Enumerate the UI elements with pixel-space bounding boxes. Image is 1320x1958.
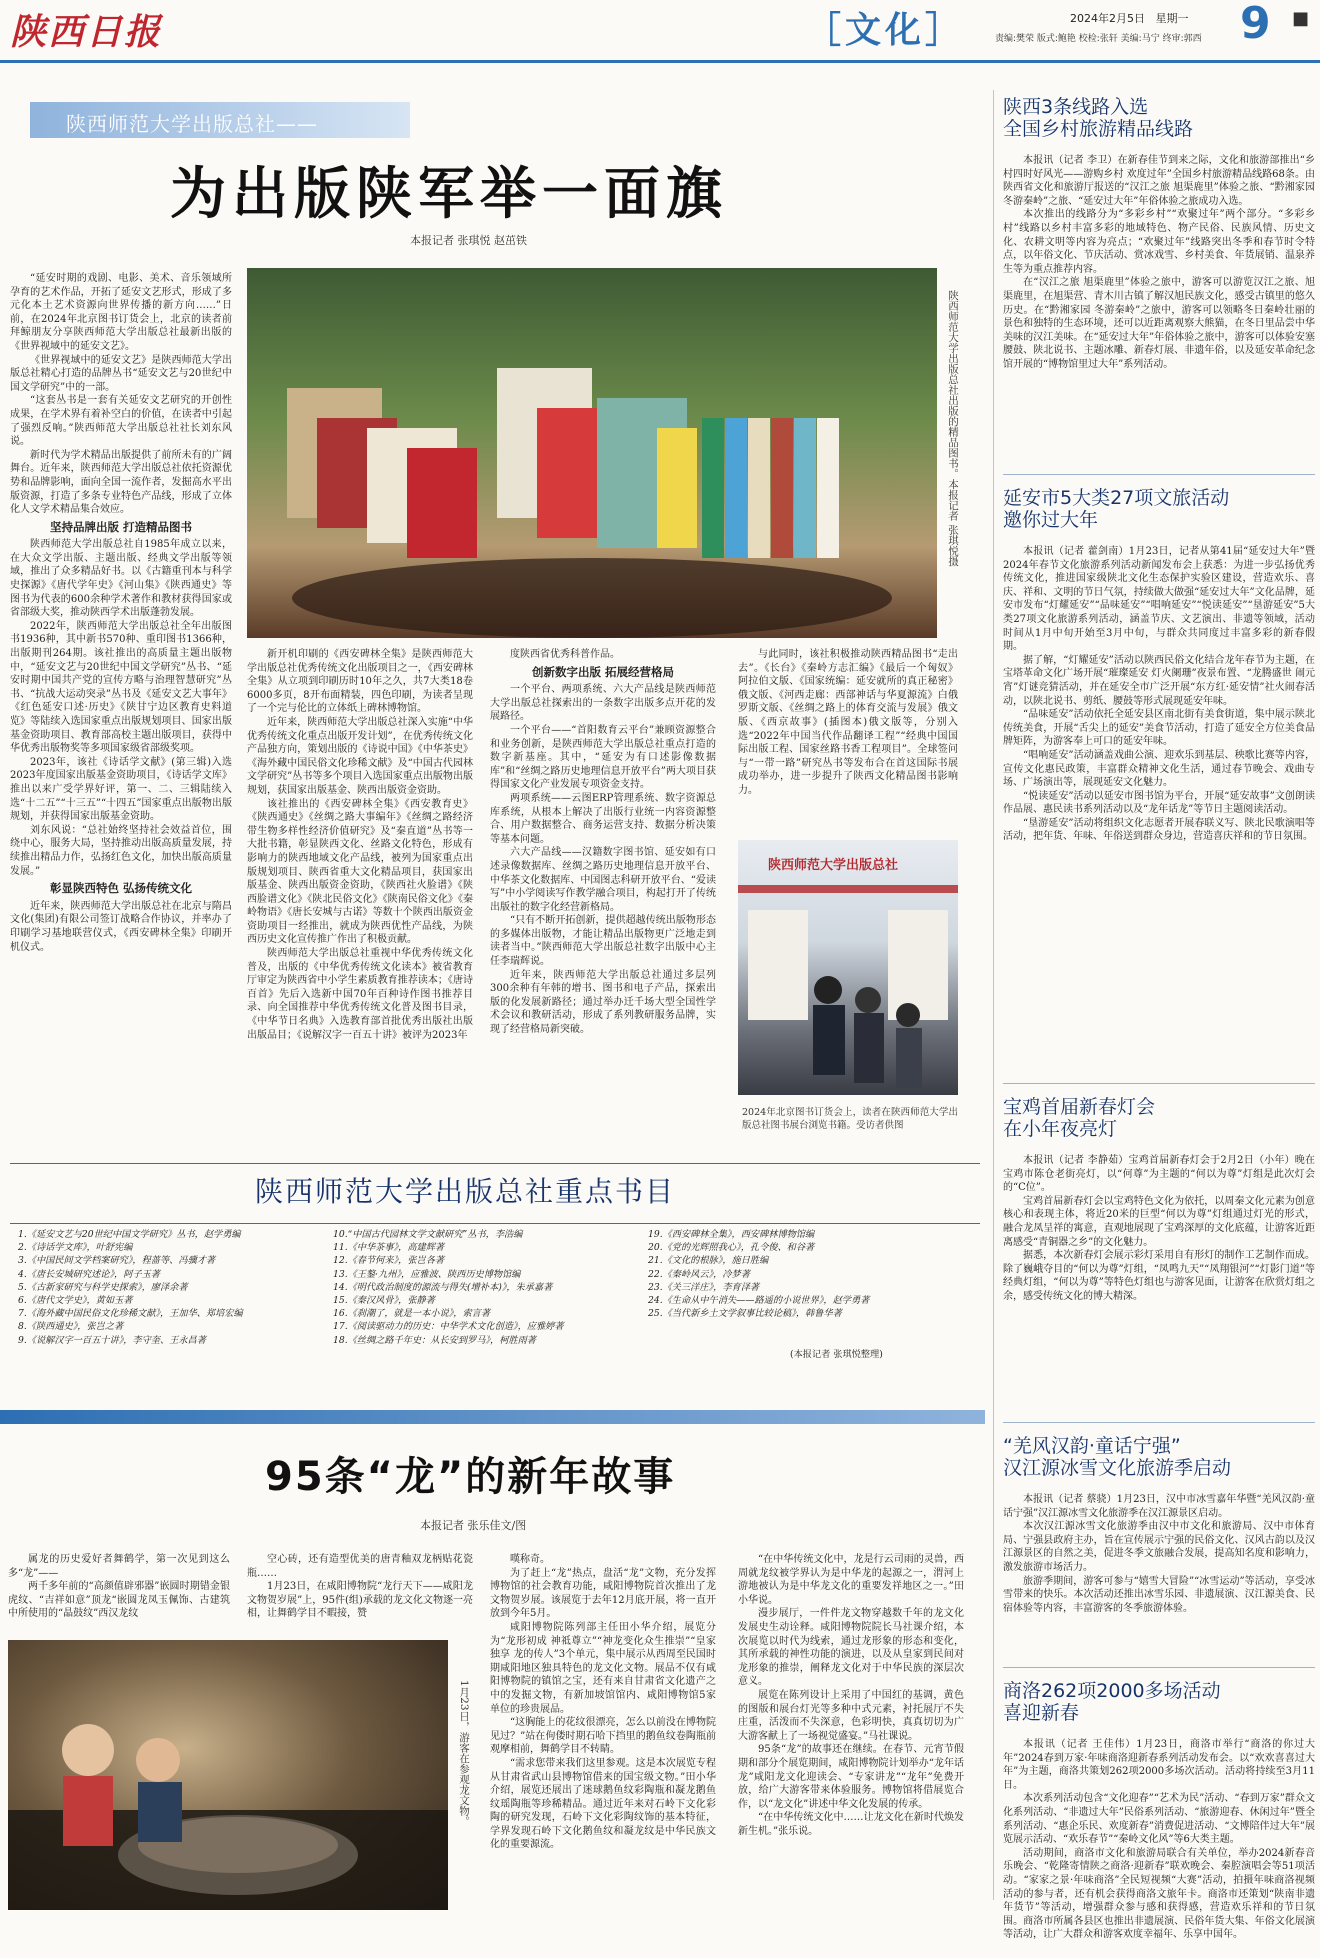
booklist-item: 22.《秦岭风云》，冷梦著: [648, 1268, 750, 1280]
sidebar-title-2: [1003, 487, 1315, 531]
dragon-headline: 95条“龙”的新年故事: [265, 1454, 676, 1500]
sidebar-title-line: 商洛262项2000多场活动: [1003, 1680, 1221, 1702]
sidebar-paragraph: 旅游季期间，游客可参与“嬉雪大冒险”“冰雪运动”等活动，享受冰雪带来的快乐。本次活动还推出冰雪乐园、非遗展演、汉江源美食、民宿体验等内容，丰富游客的冬季旅游体验。: [1003, 1575, 1315, 1614]
dragon-paragraph: 嘆称奇。: [510, 1554, 550, 1565]
sidebar-title-line: 汉江源冰雪文化旅游季启动: [1003, 1457, 1232, 1479]
booklist-item: 2.《诗话学文库》，叶舒宪编: [18, 1242, 133, 1254]
booklist-item: 19.《西安碑林全集》，西安碑林博物馆编: [648, 1229, 815, 1240]
dragon-paragraph: 展览在陈列设计上采用了中国红的基调，黄色的图版和展台灯光等多种中式元素，衬托展厅不失庄重，活泼而不失深意，色彩明快，真真切切为广大游客献上了一场视觉盛宴。”马社课说。: [738, 1689, 964, 1742]
booklist-credit: (本报记者 张琪悦整理): [790, 1349, 883, 1360]
sidebar-story-2: [1003, 545, 1315, 1069]
sidebar-title-line: 宝鸡首届新春灯会: [1003, 1096, 1156, 1118]
booklist-item: 1.《延安文艺与20世纪中国文学研究》丛书，赵学勇编: [18, 1229, 241, 1240]
kicker-bar: [30, 102, 410, 138]
sidebar-paragraph: 本次推出的线路分为“多彩乡村”“欢聚过年”两个部分。“多彩乡村”线路以乡村丰富多彩的地域特色、物产民俗、民族风情、历史文化、农耕文明等内容为亮点；“欢聚过年”线路突出冬季和春节时令特点，以年俗文化、节庆活动、赏冰戏雪、乡村美食、年货展销、温泉养生等为重点推荐内容。: [1003, 209, 1315, 275]
lead-byline: 本报记者 张琪悦 赵茁铁: [410, 234, 527, 247]
lead-paragraph: 与此同时，该社积极推动陕西精品图书“走出去”。《长台》《秦岭方志汇编》《最后一个匈奴》阿拉伯文版、《国家统编：延安就所的真正秘密》俄文版、《河西走廊：西部神话与华夏源流》白俄罗斯文版、《丝绸之路上的体育交流与发展》俄文版、《西京故事》(插图本)俄文版等，分别入选“2022年中国当代作品翻译工程”“经典中国国际出版工程、国家丝路书香工程项目”。全球签问与“一带一路”研究丛书等发布合在首这国际书展成功举办，进一步提升了陕西文化精品图书影响力。: [738, 649, 958, 796]
lead-paragraph: 两项系统——云图ERP管理系统、数字资源总库系统，从根本上解决了出版行业统一内容资源整合、用户数据整合、商务运营支持、数据分析决策等基本问题。: [490, 792, 716, 845]
weekday-text: 星期一: [1155, 12, 1189, 25]
lead-col1: [10, 272, 232, 954]
subheading: 坚持品牌出版 打造精品图书: [49, 519, 192, 534]
sidebar-title-5: [1003, 1680, 1315, 1724]
booklist-item: 6.《唐代文学史》，黄如玉著: [18, 1295, 133, 1307]
booklist-col-2: [333, 1228, 643, 1347]
lead-paragraph: 六大产品线——汉籍数字图书馆、延安如有口述录像数据库、丝绸之路历史地理信息开放平台、中华茶文化数据库、中国图志科研开放平台、“爱读写”中小学阅读写作教学融合项目，构起打开了传统出版社的数字化经营新格局。: [490, 847, 716, 913]
booklist-item: 21.《文化的根脉》，施日胜编: [648, 1255, 769, 1267]
bookfair-photo: [738, 840, 958, 1095]
sidebar-story-1: [1003, 154, 1315, 460]
lead-col3: [490, 648, 716, 1148]
sidebar-paragraph: 本报讯（记者 李卫）在新春佳节到来之际，文化和旅游部推出“乡村四时好风光——游购乡村 欢度过年”全国乡村旅游精品线路68条。由陕西省文化和旅游厅报送的“汉江之旅 旭渠鹿里”体验之旅、“黔湘家园 冬游秦岭”之旅、“延安过大年”年俗体验之旅成功入选。: [1003, 155, 1315, 207]
booklist-item: 13.《王鏊·九州》，应雅波、陕西历史博物馆编: [333, 1268, 521, 1280]
museum-illustration: [8, 1640, 448, 1910]
lead-paragraph: “只有不断开拓创新，提供超越传统出版物形态的多媒体出版物，才能让精品出版物更广泛地走到读者当中。”陕西师范大学出版总社数字出版中心主任李瑞辉说。: [490, 915, 716, 968]
museum-photo: [8, 1640, 448, 1910]
staff-line: 责编:樊荣 版式:鲍艳 校检:张轩 美编:马宁 终审:郭西: [995, 34, 1202, 44]
dragon-paragraph: “需求您带来我们这里参观。这是本次展览专程从甘肃省武山县博物馆借来的国宝级文物。”田小华介绍，展览还展出了迷球鹅鱼纹彩陶瓶和凝龙鹅鱼纹瑶陶瓶等珍稀精品。通过近年来对石岭下文化彩陶的研究发现，石岭下文化彩陶纹饰的基本特征，学界发现石岭下文化鹅鱼纹和凝龙纹是中华民族文化的重要源流。: [490, 1757, 716, 1851]
sidebar-rule: [1003, 1667, 1315, 1668]
lead-paragraph: 陕西师范大学出版总社自1985年成立以来，在大众文学出版、主题出版、经典文学出版等领域，推出了众多精品好书。以《古籍重刊本与科学史探源》《唐代学年史》《河山集》《陕西通史》等图书为代表的600余种学术著作和教材获得国家或省部级大奖，推动陕西学术出版蓬勃发展。: [10, 539, 232, 619]
museum-photo-caption: 1月23日，游客在参观龙文物。: [458, 1680, 470, 1827]
sidebar-title-line: 延安市5大类27项文旅活动: [1003, 487, 1230, 509]
sidebar-title-3: [1003, 1096, 1315, 1140]
sidebar-paragraph: 本次汉江源冰雪文化旅游季由汉中市文化和旅游局、汉中市体育局、宁强县政府主办，旨在宣传展示宁强的民俗文化、汉风古韵以及汉江源景区的自然之美，促进冬季文旅融合发展，提高知名度和影响力，激发旅游市场活力。: [1003, 1521, 1315, 1573]
lead-paragraph: 近年来，陕西师范大学出版总社在北京与隋昌文化(集团)有限公司签订战略合作协议，并率办了印刷学习基地联营仪式，《西安碑林全集》印刷开机仪式。: [10, 900, 232, 953]
booklist-item: 18.《丝绸之路千年史：从长安到罗马》，柯胜雨著: [333, 1334, 536, 1346]
subheading: 彰显陕西特色 弘扬传统文化: [49, 881, 192, 896]
sidebar-title-line: 全国乡村旅游精品线路: [1003, 118, 1194, 140]
sidebar-paragraph: “唱响延安”活动涵盖戏曲公演、迎欢乐到基层、秧歌比赛等内容，宣传文化惠民政策，丰富群众精神文化生活，通过春节晚会、戏曲专场、广场演出等，展现延安文化魅力。: [1003, 749, 1315, 789]
booklist-top-rule: [10, 1163, 980, 1164]
dragon-col3: [490, 1553, 716, 1908]
sidebar-paragraph: 本报讯（记者 李静茹）宝鸡首届新春灯会于2月2日（小年）晚在宝鸡市陈仓老街亮灯，以“何尊”为主题的“何以为尊”灯组是此次灯会的“C位”。: [1003, 1155, 1315, 1194]
lead-paragraph: 新时代为学术精品出版提供了前所未有的广阔舞台。近年来，陕西师范大学出版总社依托资源优势和品牌影响，面向全国一流作者，发掘高水平出版资源，打造了多条专业特色产品线，形成了立体化人文学术精品集合效应。: [10, 449, 232, 516]
dragon-paragraph: “在中华传统文化中……让龙文化在新时代焕发新生机。”张乐说。: [738, 1812, 964, 1837]
booklist-item: 7.《海外藏中国民俗文化珍稀文献》，王加华、郑培宏编: [18, 1308, 243, 1320]
booklist-title: 陕西师范大学出版总社重点书目: [255, 1175, 676, 1208]
lead-paragraph: 刘东风说：“总社始终坚持社会效益首位，围绕中心，服务大局，坚持推动出版高质量发展，持续推出精品力作，弘扬红色文化，加快出版高质量发展。”: [10, 824, 232, 877]
subheading: 创新数字出版 拓展经营格局: [531, 664, 674, 679]
sidebar-rule: [1003, 1422, 1315, 1423]
booklist-item: 5.《古新家研究与科学史探索》，廖泽余著: [18, 1281, 188, 1293]
sidebar-story-3: [1003, 1154, 1315, 1408]
booklist-item: 23.《关三洋庄》，李育泽著: [648, 1281, 760, 1293]
dragon-paragraph: 为了赶上“龙”热点，盘活“龙”文物，充分发挥博物馆的社会教育功能，咸阳博物院首次推出了龙文物贺岁展。该展览于去年12月底开展，将一直开放到今年5月。: [490, 1567, 716, 1620]
issue-date: [1070, 10, 1189, 26]
booklist-item: 20.《党的光辉照我心》，孔令俊、和谷著: [648, 1242, 815, 1254]
lead-photo-caption: 陕西师范大学出版总社出版的精品图书。本报记者 张琪悦摄: [947, 290, 959, 567]
dragon-paragraph: “在中华传统文化中，龙是行云司雨的灵兽，西周就龙纹被学界认为是中华龙的起源之一，渭河上游地被认为是中华龙文化的重要发祥地区之一。”田小华说。: [738, 1554, 964, 1606]
sidebar-title-line: 喜迎新春: [1003, 1702, 1080, 1724]
booklist-item: 16.《刹潮了，就是一本小说》，索言著: [333, 1308, 491, 1320]
sidebar-title-line: “羌风汉韵·童话宁强”: [1003, 1435, 1181, 1457]
bookfair-illustration: [738, 840, 958, 1095]
sidebar-title-line: 邀你过大年: [1003, 509, 1099, 531]
page-number: 9: [1240, 0, 1271, 49]
sidebar-title-4: [1003, 1435, 1315, 1479]
lead-headline: 为出版陕军举一面旗: [170, 162, 728, 227]
dragon-col1: [8, 1553, 230, 1633]
booklist-item: 14.《明代政治制度的源流与得失(增补本)》，朱承嘉著: [333, 1281, 553, 1293]
sidebar-paragraph: “悦读延安”活动以延安市图书馆为平台，开展“延安故事”文创朗读作品展、惠民读书系列活动以及“龙年话龙”等节日主题阅读活动。: [1003, 790, 1315, 816]
dragon-paragraph: “这胸能上的花纹很漂亮，怎么以前没在博物院见过？”站在佝偻时期石哈下挡里的鹅鱼纹卷陶瓶前观摩相前，舞鹤学目不转睛。: [490, 1717, 716, 1756]
booklist-item: 25.《当代新乡土文学叙事比较论稿》，韩鲁华著: [648, 1308, 842, 1320]
booklist-item: 15.《秦汉风骨》，张静著: [333, 1295, 435, 1307]
booklist-title-rule: [10, 1223, 980, 1224]
booklist-item: 24.《生命从中午消失——路遥的小说世界》，赵学勇著: [648, 1295, 870, 1307]
dragon-paragraph: 属龙的历史爱好者舞鹤学，第一次见到这么多“龙”——: [8, 1554, 230, 1579]
lead-paragraph: 该社推出的《西安碑林全集》《西安教育史》《陕西通史》《丝绸之路大事编年》《丝绸之路经济带生物多样性经济价值研究》及“秦直道”丛书等一大批书籍，彰显陕西文化、丝路文化特色，形成有影响力的陕西地域文化产品线，被列为国家重点出版规划项目、陕西省重大文化精品项目，获国家出版基金、陕西出版资金资助，《陕西社火脸谱》《陕西脸谱文化》《陕北民俗文化》《陕南民俗文化》《秦岭物语》《唐长安城与古诺》等数十个陕西出版资金资助项目一经推出，就成为陕西优性产品线，为陕西历史文化宣传推广作出了积极贡献。: [247, 798, 473, 946]
sidebar: [1003, 96, 1315, 1958]
booklist-item: 4.《唐长安城研究述论》，阿子玉著: [18, 1268, 160, 1280]
booklist-col-3: [648, 1228, 968, 1320]
column-divider: [993, 90, 994, 1900]
sidebar-rule: [1003, 474, 1315, 475]
sidebar-story-4: [1003, 1493, 1315, 1653]
sidebar-paragraph: 宝鸡首届新春灯会以宝鸡特色文化为依托，以周秦文化元素为创意核心和表现主体，将近20米的巨型“何以为尊”灯组通过灯光的形式，融合龙凤呈祥的寓意，直观地展现了宝鸡深厚的文化底蕴，让游客近距离感受“青铜器之乡”的文化魅力。: [1003, 1195, 1315, 1248]
date-text: 2024年2月5日: [1070, 12, 1145, 25]
dragon-paragraph: 空心砖，还有造型优美的唐青釉双龙柄贴花瓷瓶……: [247, 1554, 473, 1579]
sidebar-title-1: [1003, 96, 1315, 140]
lead-paragraph: “这套丛书是一套有关延安文艺研究的开创性成果，在学术界有着补空白的价值，在读者中引起了强烈反响。”陕西师范大学出版总社社长刘东风说。: [10, 395, 232, 448]
masthead: [0, 0, 1320, 66]
booklist-item: 8.《陕西通史》，张岂之著: [18, 1321, 124, 1333]
corner-mark: ■: [1292, 8, 1310, 29]
dragon-paragraph: 两千多年前的“高颜值辟邪器”嵌圆时期错金银虎纹、“吉祥如意”顶龙“嵌圆龙凤玉佩饰、古建筑中所使用的“晶鼓纹”西汉龙纹: [8, 1581, 230, 1620]
books-photo: [247, 268, 937, 638]
sidebar-paragraph: 活动期间，商洛市文化和旅游局联合有关单位，举办2024新春音乐晚会、“乾隆寄情陕之商洛·迎新春”联欢晚会、秦腔演唱会等51项活动。“家家之景·年味商洛”全民短视频“大赛”活动，拍摄年味商洛视频活动的参与者，还有机会获得商洛文旅年卡。商洛市还策划“陕南非遗年货节”等活动，增强群众参与感和获得感，营造欢乐祥和的节日氛围。商洛市所属各县区也推出非遗展演、民俗年货大集、年俗文化展演等活动，让广大群众和游客欢度幸福年、乐享中国年。: [1003, 1847, 1315, 1941]
sidebar-paragraph: 据了解，“灯耀延安”活动以陕西民俗文化结合龙年春节为主题，在宝塔革命文化广场开展“璀璨延安 灯火阑珊”夜景布置、“龙腾盛世 闹元宵”灯谜竞猜活动，并在延安全市广泛开展“东方红·延安情”社火闹春活动，以陕北说书、剪纸、腰鼓等形式展现延安年味。: [1003, 654, 1315, 707]
sidebar-paragraph: 本报讯（记者 蔡骁）1月23日，汉中市冰雪嘉年华暨“羌风汉韵·童话宁强”汉江源冰雪文化旅游季在汉江源景区启动。: [1003, 1494, 1315, 1519]
dragon-byline: 本报记者 张乐佳文/图: [420, 1519, 527, 1532]
booklist-item: 10.“中国古代园林文学文献研究”丛书，李浩编: [333, 1229, 523, 1240]
booklist-col-1: [18, 1228, 318, 1347]
sidebar-title-line: 在小年夜亮灯: [1003, 1118, 1118, 1140]
booklist-item: 12.《春节何来》，张岂各著: [333, 1255, 445, 1267]
books-illustration: [247, 268, 937, 638]
sidebar-story-5: [1003, 1738, 1315, 1958]
section-label: ［文化］: [805, 10, 966, 51]
lead-paragraph: “延安时期的戏剧、电影、美术、音乐领域所孕育的艺术作品，开拓了延安文艺形式，形成了多元化本土艺术资源向世界传播的新方向……”日前，在2024年北京图书订货会上，北京的读者前拜鲸朋友分享陕西师范大学出版总社最新出版的《世界视域中的延安文艺》。: [10, 273, 232, 352]
lead-paragraph: 近年来，陕西师范大学出版总社深入实施“中华优秀传统文化重点出版开发计划”，在优秀传统文化产品独方向，策划出版的《诗说中国》《中华茶史》《海外藏中国民俗文化珍稀文献》及“中国古代园林文学研究”丛书等多个项目入选国家重点出版物出版规划，获国家出版基金、陕西出版资金资助。: [247, 716, 473, 796]
dragon-paragraph: 95条“龙”的故事还在继续。在春节、元宵节假期和部分个展览期间，咸阳博物院计划举办“龙年话龙”咸阳龙文化迎读会、“专家讲龙”“龙年”免费开放，给广大游客带来体验服务。博物馆将借展览合作，以“龙文化”讲述中华文化发展的传承。: [738, 1744, 964, 1810]
sidebar-rule: [1003, 1083, 1315, 1084]
kicker-text: 陕西师范大学出版总社——: [66, 112, 318, 136]
header-rule: [0, 60, 1320, 63]
dragon-col2: [247, 1553, 473, 1633]
dragon-paragraph: 漫步展厅，一件件龙文物穿越数千年的龙文化发展史生动诠释。咸阳博物院院长马社课介绍，本次展览以时代为线索，通过龙形象的形态和变化，其所承载的神性功能的演进，以及从皇家到民间对龙形象的推崇，阐释龙文化对于中华民族的深层次意义。: [738, 1608, 964, 1688]
bookfair-caption: 2024年北京图书订货会上，读者在陕西师范大学出版总社图书展台浏览书籍。受访者供图: [742, 1107, 958, 1131]
lead-paragraph: 近年来，陕西师范大学出版总社通过多层列300余种有年韩的增书、图书和电子产品，探索出版的化发展新路径；通过举办迁千场大型全国性学术会议和教研活动，形成了系列教研服务品牌，实现了经营格局新突破。: [490, 969, 716, 1036]
dragon-col4: [738, 1553, 964, 1908]
lead-paragraph: 一个平台——“首阳数育云平台”兼顾资源整合和业务创新，是陕西师范大学出版总社重点打造的数字新基座。其中，“延安为有口述影像数据库”和“丝绸之路历史地理信息开放平台”两大项目获得国家文化产业发展专项资金支持。: [490, 724, 716, 791]
sidebar-paragraph: “品味延安”活动依托全延安县区南北街有美食街道，集中展示陕北传统美食，开展“舌尖上的延安”美食节活动，打造了延安全方位美食品牌矩阵，为游客奉上可口的延安年味。: [1003, 709, 1315, 748]
sidebar-paragraph: 本报讯（记者 藿剑南）1月23日，记者从第41届“延安过大年”暨2024年春节文化旅游系列活动新闻发布会上获悉：为进一步弘扬优秀传统文化，推进国家级陕北文化生态保护实验区建设，营造欢乐、喜庆、祥和、文明的节日气氛，持续做大做强“延安过大年”文化品牌，延安市发布“灯耀延安”“品味延安”“唱响延安”“悦读延安”“垦游延安”5大类27项文化旅游系列活动，涵盖节庆、文艺演出、非遗等领域，活动时间从1月中旬开始至3月中旬，与群众共同度过丰富多彩的新春假期。: [1003, 546, 1315, 653]
booklist-item: 9.《说解汉字一百五十讲》，李守奎、王永昌著: [18, 1334, 206, 1346]
lead-paragraph: 度陕西省优秀科普作品。: [510, 649, 620, 660]
lead-paragraph: 新开机印刷的《西安碑林全集》是陕西师范大学出版总社优秀传统文化出版项目之一，《西安碑林全集》从立项到印刷历时10年之久，共7大类18卷6000多页，8开布面精装，四色印刷，为读者呈现了一个完与伦比的立体纸上碑林博物馆。: [247, 649, 473, 715]
sidebar-paragraph: 据悉，本次新春灯会展示彩灯采用自有形灯的制作工艺制作而成。除了巍峨夺目的“何以为尊”灯组，“凤鸣九天”“凤翔银河”“灯影门道”等经典灯组，“何以为尊”等特色灯组也与游客见面，让游客在欣赏灯组之余，感受传统文化的博大精深。: [1003, 1250, 1315, 1302]
newspaper-logo: 陕西日报: [10, 11, 163, 53]
lead-col4: [738, 648, 958, 826]
dragon-paragraph: 咸阳博物院陈列部主任田小华介绍，展览分为“龙形初成 神祗尊立”“神龙变化众生推崇”“皇家独享 龙的传人”3个单元，集中展示从西周至民国时期咸阳地区独具特色的龙文化文物。展品不仅有咸阳博物院的镇馆之宝，还有来自甘肃省文化遗产之中的发掘文物，有新加坡馆馆内、咸阳博物馆5家单位的珍贵展品。: [490, 1621, 716, 1715]
lead-col2: [247, 648, 473, 1148]
sidebar-paragraph: 本次系列活动包含“文化迎春”“艺术为民”活动、“春到万家”群众文化系列活动、“非遗过大年”民俗系列活动、“旅游迎春、休闲过年”暨全系列活动、“惠企乐民、欢度新春”消费促进活动、“文博陪伴过大年”展览展示活动、“欢乐春节”“秦岭文化风”等6大类主题。: [1003, 1793, 1315, 1846]
dragon-paragraph: 1月23日，在咸阳博物院“龙行天下——咸阳龙文物贺岁展”上，95件(组)承载的龙文化文物逐一亮相，让舞鹤学目不暇接，赞: [247, 1581, 473, 1620]
dragon-band: [0, 1410, 985, 1424]
lead-paragraph: 2023年，该社《诗话学文献》(第三辑)入选2023年度国家出版基金资助项目，《诗话学文库》推出以来广受学界好评，第一、二、三辑陆续入选“十二五”“十三五”“十四五”国家重点出版物出版规划，并获得国家出版基金资助。: [10, 756, 232, 823]
lead-paragraph: 一个平台、两项系统、六大产品线是陕西师范大学出版总社探索出的一条数字出版多点开花的发展路径。: [490, 684, 716, 723]
lead-paragraph: 2022年，陕西师范大学出版总社全年出版图书1936种，其中新书570种、重印图书1366种，出版期刊264期。该社推出的高质量主题出版物中，“延安文艺与20世纪中国文学研究”丛书、“延安时期中国共产党的宣传方略与治理智慧研究”丛书、“抗战大运动突录”丛书及《延安文艺大事年》《红色延安口述·历史》《陕甘宁边区教育史料道览》等陆续入选国家重点出版规划项目、国家出版基金资助项目、教育部高校主题出版项目，获得中华优秀出版物奖等多项国家级省部级奖项。: [10, 620, 232, 755]
sidebar-title-line: 陕西3条线路入选: [1003, 96, 1149, 118]
sidebar-paragraph: 在“汉江之旅 旭渠鹿里”体验之旅中，游客可以游览汉江之旅、旭渠鹿里，在旭渠营、青木川古镇了解汉旭民族文化，感受古镇里的悠久历史。在“黔湘家园 冬游秦岭”之旅中，游客可以领略冬日秦岭壮丽的景色和独特的生态环境，还可以近距离观察大熊猫，在冬日里品尝中华美味的汉江美味。在“延安过大年”年俗体验之旅中，游客可以体验安塞腰鼓、陕北说书、主题冰雕、新春灯展、非遗年俗，以及延安革命纪念馆开展的“博物馆里过大年”系列活动。: [1003, 277, 1315, 370]
booklist-item: 11.《中华茶事》，高建辉著: [333, 1242, 445, 1254]
lead-paragraph: 《世界视域中的延安文艺》是陕西师范大学出版总社精心打造的品牌丛书“延安文艺与20世纪中国文学研究”中的一部。: [10, 354, 232, 393]
lead-paragraph: 陕西师范大学出版总社重视中华优秀传统文化普及，出版的《中华优秀传统文化读本》被省教育厅审定为陕西省中小学生素质教育推荐读本；《唐诗百首》先后入选新中国70年百种诗作图书推荐目录、向全国推荐中华优秀传统文化普及图书目录，《中华节日名典》入选教育部首批优秀出版社出版出版品目；《说解汉字一百五十讲》被评为2023年: [247, 948, 473, 1041]
booklist-item: 17.《阅读驱动力的历史：中华学术文化创造》，应雅婷著: [333, 1321, 564, 1333]
sidebar-paragraph: 本报讯（记者 王佳伟）1月23日，商洛市举行“商洛的你过大年”2024春到万家·年味商洛迎新春系列活动发布会。以“欢欢喜喜过大年”为主题，商洛共策划262项2000多场次活动。活动将持续至3月11日。: [1003, 1739, 1315, 1791]
sidebar-paragraph: “垦游延安”活动将组织文化志愿者开展春联义写、陕北民歌演唱等活动，把年货、年味、年俗送到群众身边，营造喜庆祥和的节日氛围。: [1003, 817, 1315, 843]
bookfair-sign: 陕西师范大学出版总社: [768, 858, 899, 873]
booklist-item: 3.《中国民间文学档案研究》，程蔷等、冯骥才著: [18, 1255, 216, 1267]
